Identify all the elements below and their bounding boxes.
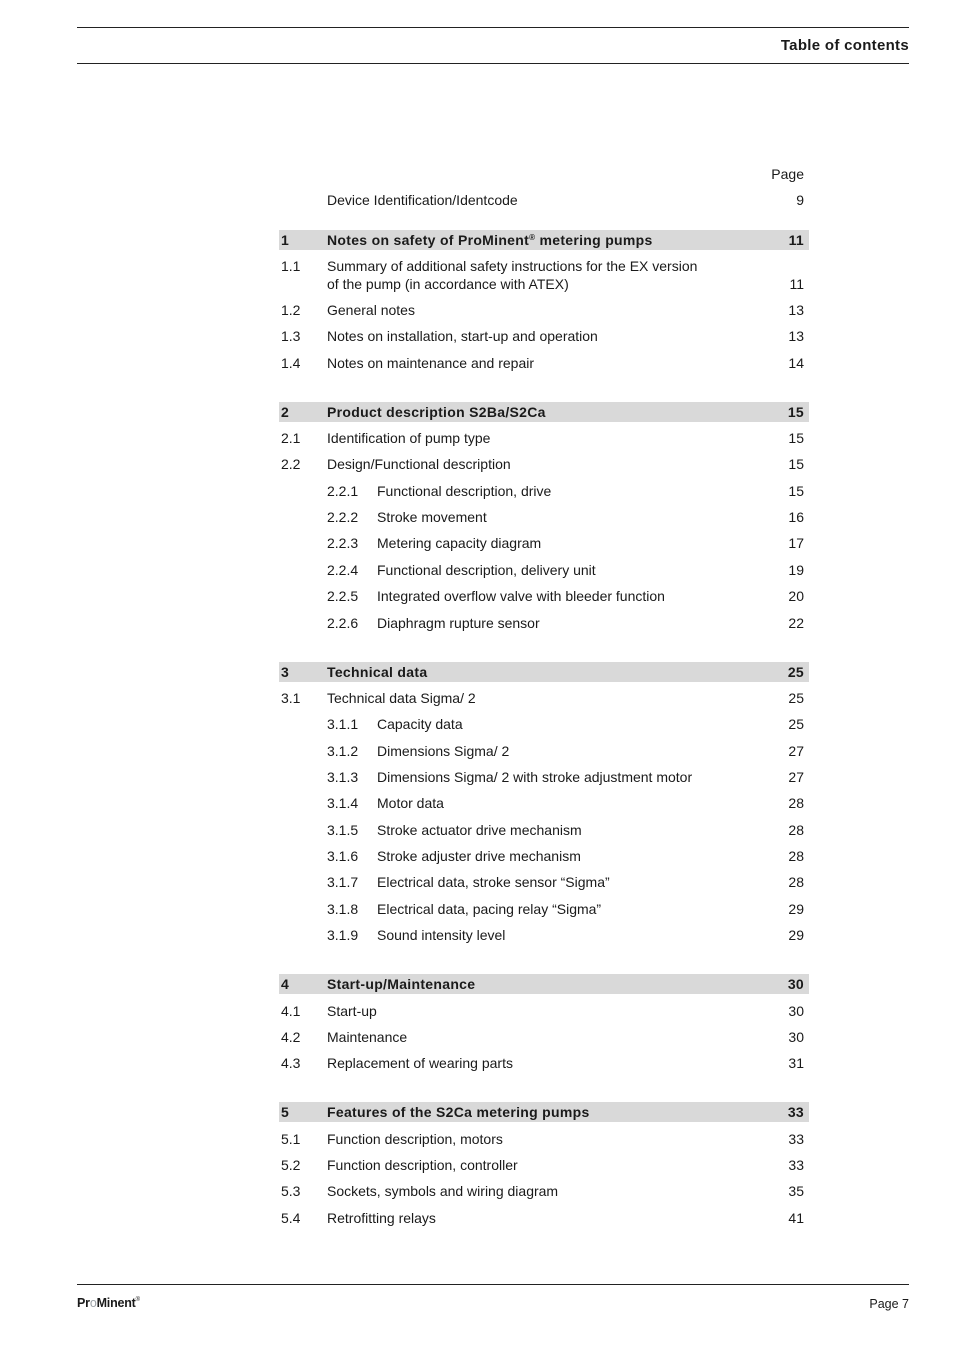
toc-entry[interactable] bbox=[279, 454, 809, 474]
toc-subentry-page: 15 bbox=[788, 483, 804, 499]
toc-subentry-number: 2.2.6 bbox=[327, 615, 359, 631]
toc-subentry-number: 2.2.1 bbox=[327, 483, 359, 499]
toc-entry-number: 1.3 bbox=[281, 328, 301, 344]
toc-entry-title: Function description, controller bbox=[327, 1157, 518, 1173]
toc-subentry-title: Metering capacity diagram bbox=[377, 535, 542, 551]
toc-entry-page: 13 bbox=[788, 302, 804, 318]
toc-subentry-page: 28 bbox=[788, 848, 804, 864]
header-rule-top bbox=[77, 27, 909, 28]
toc-entry-page: 15 bbox=[788, 430, 804, 446]
toc-subentry[interactable] bbox=[279, 741, 809, 761]
toc-entry-title: Identification of pump type bbox=[327, 430, 491, 446]
toc-subentry[interactable] bbox=[279, 560, 809, 580]
toc-entry-title: Retrofitting relays bbox=[327, 1210, 436, 1226]
toc-chapter-page: 30 bbox=[787, 976, 804, 992]
toc-entry[interactable] bbox=[279, 300, 809, 320]
toc-chapter-title: Start-up/Maintenance bbox=[327, 976, 476, 992]
toc-entry-page: 31 bbox=[788, 1055, 804, 1071]
toc-subentry-number: 3.1.5 bbox=[327, 822, 359, 838]
toc-entry[interactable] bbox=[279, 256, 809, 294]
toc-entry-page: 13 bbox=[788, 328, 804, 344]
toc-subentry-number: 3.1.4 bbox=[327, 795, 359, 811]
toc-entry-number: 5.2 bbox=[281, 1157, 301, 1173]
toc-subentry[interactable] bbox=[279, 872, 809, 892]
toc-subentry-title: Stroke movement bbox=[377, 509, 487, 525]
toc-subentry[interactable] bbox=[279, 925, 809, 945]
toc-entry-title: Sockets, symbols and wiring diagram bbox=[327, 1183, 559, 1199]
toc-entry-title: Notes on installation, start-up and operation bbox=[327, 328, 598, 344]
toc-subentry[interactable] bbox=[279, 586, 809, 606]
toc-subentry-title: Functional description, delivery unit bbox=[377, 562, 596, 578]
toc-entry-title: Function description, motors bbox=[327, 1131, 503, 1147]
toc-entry-page: 33 bbox=[788, 1131, 804, 1147]
toc-subentry-number: 2.2.5 bbox=[327, 588, 359, 604]
toc-entry-page: 11 bbox=[789, 276, 804, 292]
toc-subentry-title: Dimensions Sigma/ 2 bbox=[377, 743, 510, 759]
toc-subentry-number: 3.1.6 bbox=[327, 848, 359, 864]
toc-entry-title: General notes bbox=[327, 302, 415, 318]
toc-chapter-row[interactable] bbox=[279, 662, 809, 682]
toc-chapter-row[interactable] bbox=[279, 230, 809, 250]
toc-subentry-title: Diaphragm rupture sensor bbox=[377, 615, 540, 631]
toc-entry-page: 41 bbox=[788, 1210, 804, 1226]
toc-entry-number: 5.1 bbox=[281, 1131, 301, 1147]
toc-subentry-page: 27 bbox=[788, 743, 804, 759]
toc-entry[interactable] bbox=[279, 1208, 809, 1228]
toc-subentry-title: Dimensions Sigma/ 2 with stroke adjustment motor bbox=[377, 769, 693, 785]
toc-chapter-number: 5 bbox=[281, 1104, 290, 1120]
toc-entry[interactable] bbox=[279, 1155, 809, 1175]
toc-entry-title: Design/Functional description bbox=[327, 456, 511, 472]
toc-entry-number: 1.1 bbox=[281, 258, 301, 274]
toc-subentry-number: 3.1.3 bbox=[327, 769, 359, 785]
toc-entry-number: 2.2 bbox=[281, 456, 301, 472]
toc-chapter-title: Product description S2Ba/S2Ca bbox=[327, 404, 546, 420]
toc-entry-number: 4.1 bbox=[281, 1003, 301, 1019]
toc-subentry-number: 2.2.3 bbox=[327, 535, 359, 551]
toc-chapter-page: 15 bbox=[787, 404, 804, 420]
toc-entry-page: 25 bbox=[788, 690, 804, 706]
toc-entry-number: 3.1 bbox=[281, 690, 301, 706]
toc-subentry-page: 17 bbox=[788, 535, 804, 551]
toc-subentry-page: 28 bbox=[788, 822, 804, 838]
toc-entry-title: Start-up bbox=[327, 1003, 377, 1019]
toc-subentry-number: 2.2.2 bbox=[327, 509, 359, 525]
toc-subentry[interactable] bbox=[279, 820, 809, 840]
toc-subentry-page: 29 bbox=[788, 901, 804, 917]
toc-entry[interactable] bbox=[279, 1027, 809, 1047]
toc-subentry-number: 3.1.2 bbox=[327, 743, 359, 759]
toc-chapter-row[interactable] bbox=[279, 1102, 809, 1122]
toc-chapter-page: 33 bbox=[787, 1104, 804, 1120]
toc-entry[interactable] bbox=[279, 1129, 809, 1149]
toc-chapter-title: Technical data bbox=[327, 664, 428, 680]
toc-subentry-number: 3.1.8 bbox=[327, 901, 359, 917]
toc-subentry-title: Stroke adjuster drive mechanism bbox=[377, 848, 581, 864]
toc-subentry[interactable] bbox=[279, 481, 809, 501]
page-column-heading: Page bbox=[771, 166, 804, 182]
toc-entry-page: 35 bbox=[788, 1183, 804, 1199]
toc-chapter-number: 2 bbox=[281, 404, 290, 420]
toc-subentry-number: 3.1.7 bbox=[327, 874, 359, 890]
toc-subentry-page: 19 bbox=[788, 562, 804, 578]
toc-subentry[interactable] bbox=[279, 899, 809, 919]
toc-entry-number: 4.2 bbox=[281, 1029, 301, 1045]
toc-entry-page: 30 bbox=[788, 1003, 804, 1019]
toc-subentry-title: Capacity data bbox=[377, 716, 463, 732]
toc-subentry-title: Motor data bbox=[377, 795, 444, 811]
toc-subentry-number: 3.1.1 bbox=[327, 716, 359, 732]
toc-subentry-title: Electrical data, pacing relay “Sigma” bbox=[377, 901, 602, 917]
toc-entry-number: 1.4 bbox=[281, 355, 301, 371]
toc-entry[interactable] bbox=[279, 688, 809, 708]
toc-subentry[interactable] bbox=[279, 846, 809, 866]
toc-subentry-title: Integrated overflow valve with bleeder function bbox=[377, 588, 665, 604]
toc-chapter-row[interactable] bbox=[279, 974, 809, 994]
toc-entry-title: Notes on maintenance and repair bbox=[327, 355, 535, 371]
prominent-logo: ProMinent® bbox=[77, 1296, 140, 1310]
toc-chapter-number: 4 bbox=[281, 976, 290, 992]
toc-entry[interactable] bbox=[279, 353, 809, 373]
toc-entry-number: 4.3 bbox=[281, 1055, 301, 1071]
toc-entry[interactable] bbox=[279, 428, 809, 448]
toc-entry-title: Replacement of wearing parts bbox=[327, 1055, 513, 1071]
toc-entry-page: 33 bbox=[788, 1157, 804, 1173]
toc-chapter-page: 25 bbox=[787, 664, 804, 680]
toc-entry-page: 30 bbox=[788, 1029, 804, 1045]
toc-chapter-page: 11 bbox=[788, 232, 804, 248]
toc-entry-number: 2.1 bbox=[281, 430, 301, 446]
footer-rule bbox=[77, 1284, 909, 1285]
toc-subentry-page: 20 bbox=[788, 588, 804, 604]
toc-subentry[interactable] bbox=[279, 767, 809, 787]
toc-entry[interactable] bbox=[279, 190, 809, 210]
toc-entry-number: 1.2 bbox=[281, 302, 301, 318]
toc-chapter-title: Notes on safety of ProMinent® metering pumps bbox=[327, 232, 653, 248]
toc-subentry-title: Electrical data, stroke sensor “Sigma” bbox=[377, 874, 610, 890]
toc-entry-page: 15 bbox=[788, 456, 804, 472]
toc-subentry-page: 16 bbox=[788, 509, 804, 525]
toc-entry-title: Summary of additional safety instructions for the EX version of the pump (in accordance with ATEX) bbox=[327, 258, 698, 292]
toc-entry-title: Technical data Sigma/ 2 bbox=[327, 690, 476, 706]
toc-subentry-title: Sound intensity level bbox=[377, 927, 506, 943]
toc-subentry-page: 28 bbox=[788, 795, 804, 811]
toc-entry[interactable] bbox=[279, 1001, 809, 1021]
toc-subentry[interactable] bbox=[279, 793, 809, 813]
toc-subentry-title: Stroke actuator drive mechanism bbox=[377, 822, 582, 838]
toc-entry[interactable] bbox=[279, 1053, 809, 1073]
footer-page-number: Page 7 bbox=[869, 1297, 909, 1311]
toc-chapter-number: 3 bbox=[281, 664, 290, 680]
toc-entry-title: Maintenance bbox=[327, 1029, 408, 1045]
toc-entry-page: 14 bbox=[788, 355, 804, 371]
toc-chapter-title: Features of the S2Ca metering pumps bbox=[327, 1104, 590, 1120]
toc-subentry-page: 27 bbox=[788, 769, 804, 785]
header-title: Table of contents bbox=[780, 37, 909, 54]
toc-subentry-page: 28 bbox=[788, 874, 804, 890]
toc-subentry-number: 3.1.9 bbox=[327, 927, 359, 943]
toc-subentry[interactable] bbox=[279, 714, 809, 734]
toc-entry[interactable] bbox=[279, 1181, 809, 1201]
toc-chapter-row[interactable] bbox=[279, 402, 809, 422]
toc-chapter-number: 1 bbox=[281, 232, 290, 248]
toc-entry-number: 5.4 bbox=[281, 1210, 301, 1226]
toc-entry-number: 5.3 bbox=[281, 1183, 301, 1199]
toc-entry-title: Device Identification/Identcode bbox=[327, 192, 518, 208]
toc-entry[interactable] bbox=[279, 326, 809, 346]
toc-subentry-page: 22 bbox=[788, 615, 804, 631]
toc-subentry[interactable] bbox=[279, 613, 809, 633]
toc-subentry-number: 2.2.4 bbox=[327, 562, 359, 578]
toc-subentry[interactable] bbox=[279, 507, 809, 527]
toc-subentry[interactable] bbox=[279, 533, 809, 553]
toc-subentry-page: 29 bbox=[788, 927, 804, 943]
header-rule-bottom bbox=[77, 63, 909, 64]
toc-subentry-title: Functional description, drive bbox=[377, 483, 552, 499]
toc-entry-page: 9 bbox=[796, 192, 804, 208]
toc-subentry-page: 25 bbox=[788, 716, 804, 732]
